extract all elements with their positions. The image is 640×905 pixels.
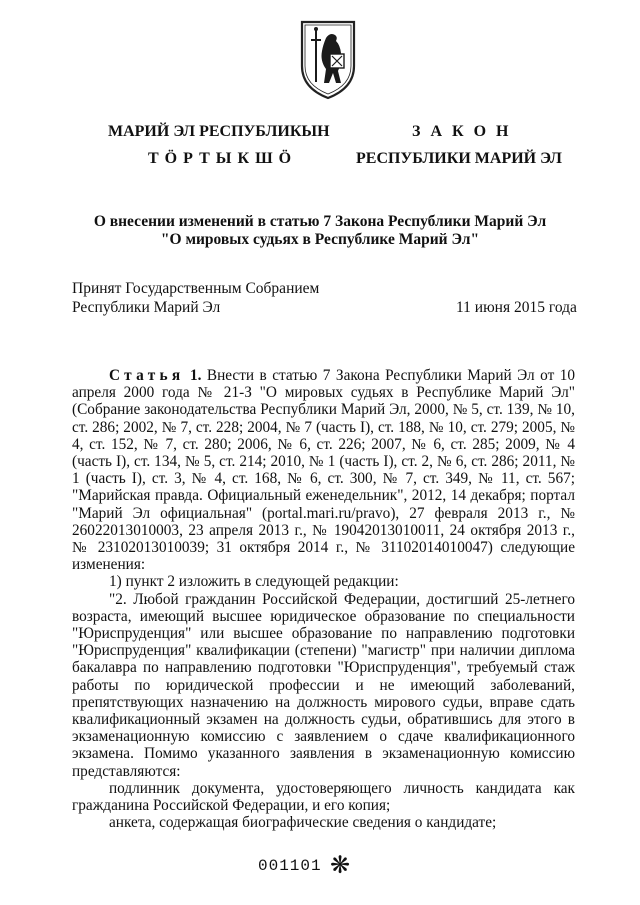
header-left-line2: ТӦРТЫКШӦ bbox=[148, 150, 298, 167]
title-line2: "О мировых судьях в Республике Марий Эл" bbox=[160, 231, 480, 248]
coat-of-arms-emblem bbox=[296, 18, 360, 102]
article-label: Статья bbox=[109, 367, 185, 384]
article-body bbox=[72, 367, 575, 831]
article-list-item-1: подлинник документа, удостоверяющего личность кандидата как гражданина Российской Федерации, и его копия; bbox=[72, 779, 575, 815]
title-line1: О внесении изменений в статью 7 Закона Республики Марий Эл bbox=[93, 213, 547, 230]
adoption-date: 11 июня 2015 года bbox=[456, 299, 577, 316]
article-list-item-2: анкета, содержащая биографические сведения о кандидате; bbox=[109, 814, 497, 832]
article-intro-text: Внести в статью 7 Закона Республики Марий Эл от 10 апреля 2000 года № 21-З "О мировых судьях в Республике Марий Эл" (Собрание законодательства Республики Марий Эл, 2000, № 5, ст. 139, № 10, ст. 286; 2002, № 7, ст. 228; 2004, № 7 (часть I), ст. 188, № 10, ст. 279; 2005, № 4, ст. 152, № 7, ст. 280; 2006, № 6, ст. 226; 2007, № 6, ст. 285; 2009, № 4 (часть I), ст. 134, № 5, ст. 214; 2010, № 1 (часть I), ст. 2, № 6, ст. 286; 2011, № 1 (часть I), ст. 3, № 4, ст. 168, № 6, ст. 300, № 7, ст. 349, № 11, ст. 567; "Марийская правда. Официальный еженедельник", 2012, 14 декабря; портал "Марий Эл официальная" (portal.mari.ru/pravo), 27 февраля 2013 г., № 26022013010003, 23 апреля 2013 г., № 19042013010011, 24 октября 2013 г., № 23102013010039; 31 октября 2014 г., № 31102014010047) следующие изменения: bbox=[72, 367, 575, 574]
article-item-1: 1) пункт 2 изложить в следующей редакции: bbox=[109, 573, 399, 591]
header-left-line1: МАРИЙ ЭЛ РЕСПУБЛИКЫН bbox=[108, 123, 330, 140]
article-number: 1. bbox=[189, 367, 202, 384]
adoption-line1: Принят Государственным Собранием bbox=[72, 280, 320, 297]
document-serial-number: 001101 bbox=[258, 857, 322, 875]
article-intro-paragraph bbox=[72, 367, 575, 573]
asterisk-mark-icon: ❋ bbox=[330, 851, 351, 879]
adoption-line2: Республики Марий Эл bbox=[72, 299, 221, 316]
header-right-line1: З А К О Н bbox=[412, 123, 512, 140]
article-quoted-point-2: "2. Любой гражданин Российской Федерации, достигший 25-летнего возраста, имеющий высшее юридическое образование по специальности "Юриспруденция" или высшее образование по направлению подготовки "Юриспруденция" квалификации (степени) "магистр" при наличии диплома бакалавра по направлению подготовки "Юриспруденция", требуемый стаж работы по юридической профессии и не имеющий заболеваний, препятствующих назначению на должность мирового судьи, вправе сдать квалификационный экзамен на должность судьи, обратившись для этого в экзаменационную комиссию с заявлением о сдаче квалификационного экзамена. Помимо указанного заявления в экзаменационную комиссию представляются: bbox=[72, 590, 575, 780]
header-right-line2: РЕСПУБЛИКИ МАРИЙ ЭЛ bbox=[356, 150, 562, 167]
